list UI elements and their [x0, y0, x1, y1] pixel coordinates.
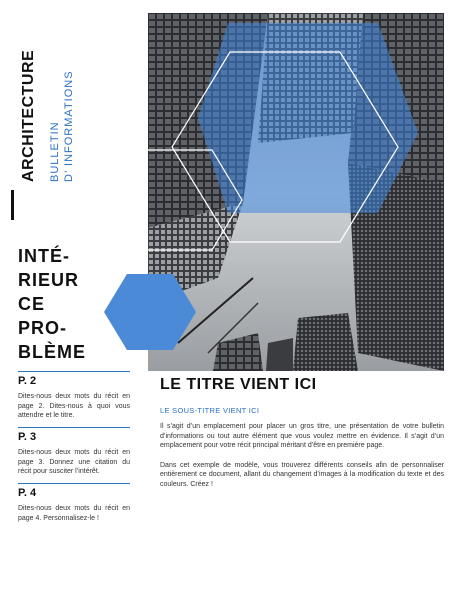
sidebar-item-p2	[18, 371, 130, 421]
masthead-subtitle	[48, 70, 76, 182]
masthead-subtitle-line1: BULLETIN	[49, 121, 61, 182]
sidebar-page-text: Dites-nous deux mots du récit en page 2. Dites-nous à quoi vous attendre et le titre.	[18, 393, 130, 419]
sidebar-page-number: P. 3	[18, 431, 37, 443]
skyscraper-photo	[148, 13, 444, 371]
article-paragraph: Dans cet exemple de modèle, vous trouverez différents conseils afin de personnaliser entièrement ce document, allant du changement d’images à la modification du texte et des couleurs. Créez !	[160, 461, 444, 488]
sidebar-page-text: Dites-nous deux mots du récit en page 3. Donnez une citation du récit pour susciter l’intérêt.	[18, 449, 130, 475]
sidebar-rule	[18, 371, 130, 372]
interior-heading	[18, 244, 108, 364]
sidebar-page-text: Dites-nous deux mots du récit en page 4. Personnalisez-le !	[18, 505, 130, 522]
interior-line: BLÈME	[18, 342, 86, 362]
sidebar-page-number: P. 2	[18, 375, 37, 387]
hero-image	[148, 13, 444, 371]
masthead-bar	[11, 190, 14, 220]
article-title: LE TITRE VIENT ICI	[160, 376, 317, 393]
sidebar-rule	[18, 427, 130, 428]
article-subtitle: LE SOUS-TITRE VIENT ICI	[160, 406, 260, 415]
interior-line: CE	[18, 294, 46, 314]
masthead-title: ARCHITECTURE	[20, 49, 37, 182]
sidebar-page-number: P. 4	[18, 487, 37, 499]
interior-line: PRO-	[18, 318, 67, 338]
sidebar-rule	[18, 483, 130, 484]
interior-line: RIEUR	[18, 270, 80, 290]
main-article	[160, 376, 444, 499]
interior-line: INTÉ-	[18, 246, 70, 266]
sidebar-item-p3	[18, 427, 130, 477]
masthead-subtitle-line2: D’ INFORMATIONS	[63, 70, 75, 182]
sidebar-item-p4	[18, 483, 130, 523]
article-paragraph: Il s’agit d’un emplacement pour placer un gros titre, une présentation de votre bulletin d’informations ou tout autre élément que vous voulez mettre en évidence. Il s’agit d’un emplacement pour votre récit principal méritant d’être en première page.	[160, 423, 444, 449]
